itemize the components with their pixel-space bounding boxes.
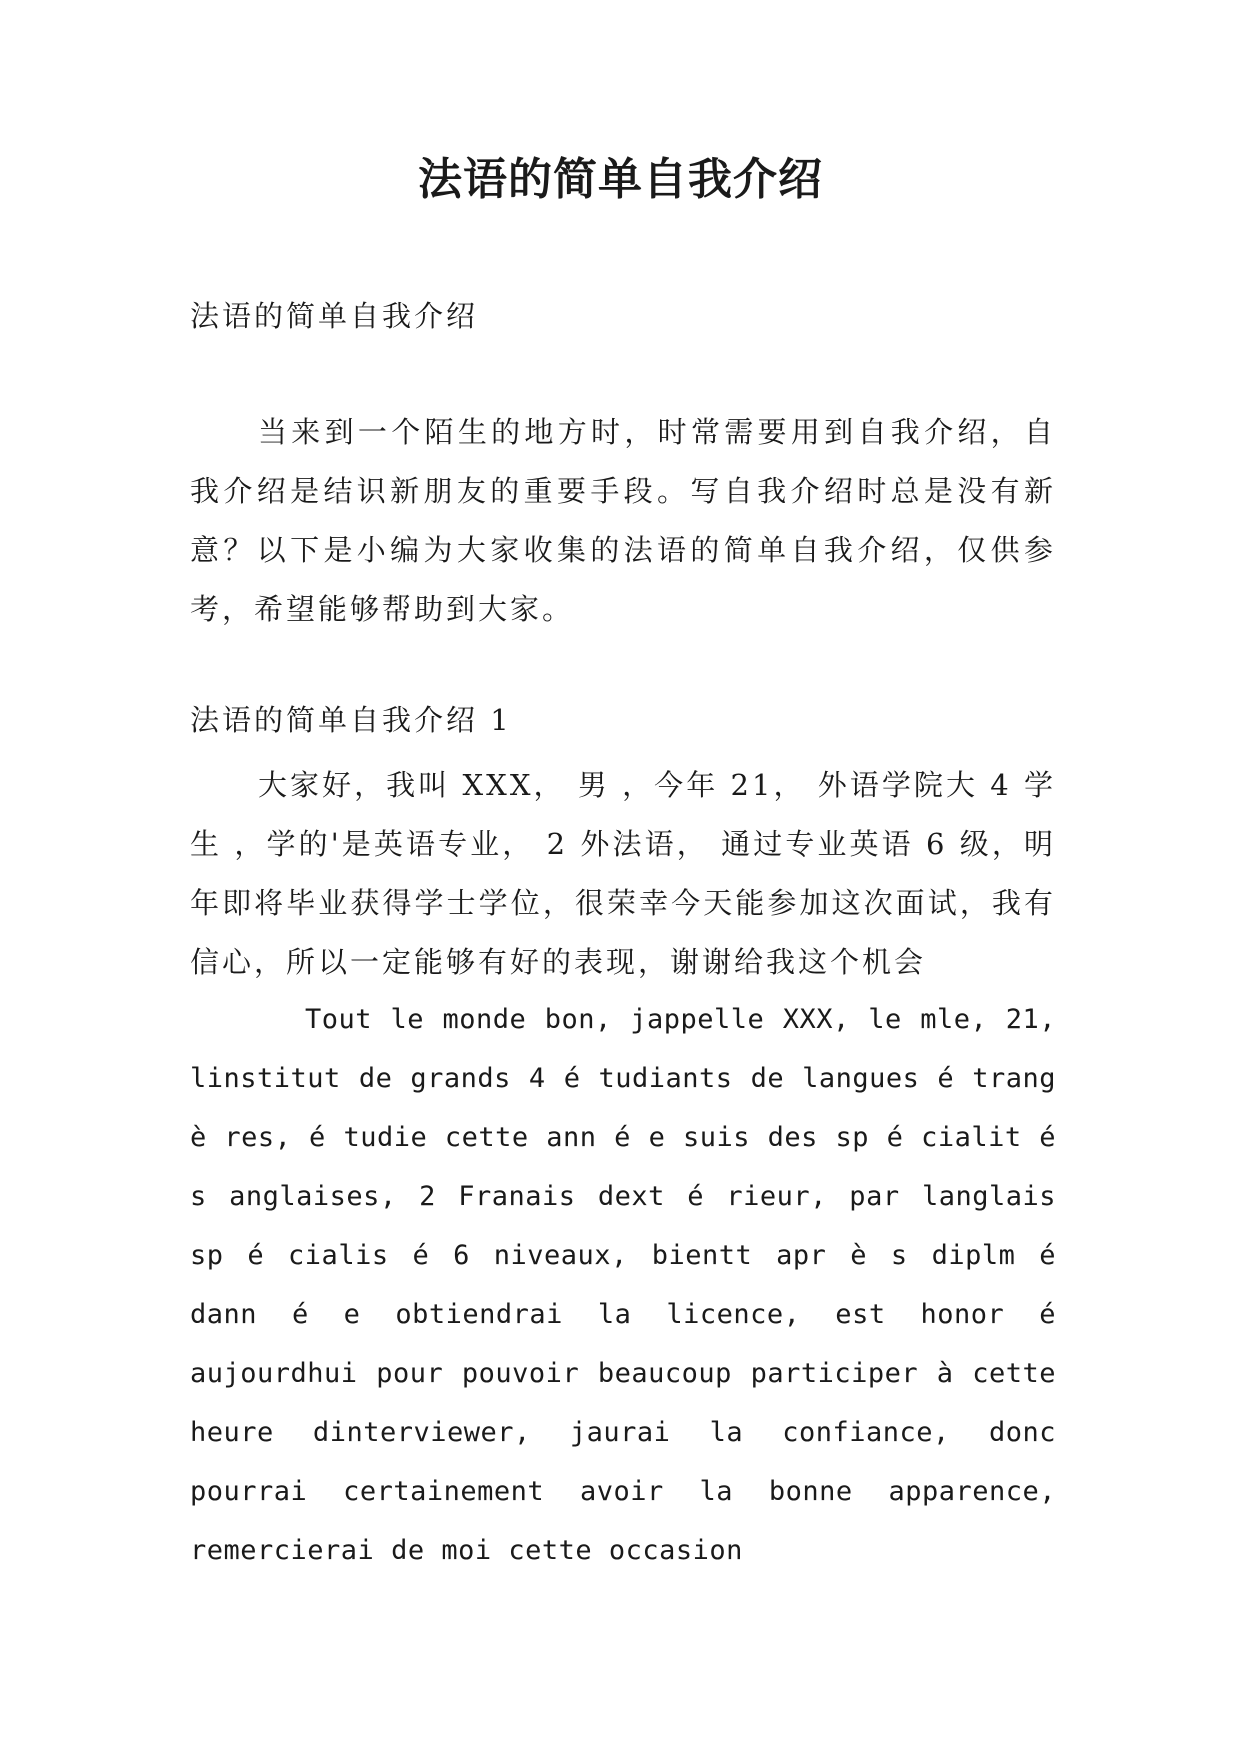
section-heading: 法语的简单自我介绍 1	[190, 703, 512, 737]
document-subtitle: 法语的简单自我介绍	[190, 299, 479, 333]
chinese-intro-text: 大家好，我叫 XXX， 男 ，今年 21， 外语学院大 4 学生 ，学的'是英语专业， 2 外法语， 通过专业英语 6 级，明年即将毕业获得学士学位，很荣幸今天能参加这次面试，我有信心，所以一定能够有好的表现，谢谢给我这个机会	[190, 768, 1056, 979]
document-title: 法语的简单自我介绍	[418, 154, 823, 205]
french-intro-text: Tout le monde bon, jappelle XXX, le mle, 21, linstitut de grands 4 é tudiants de langues é trang è res, é tudie cette ann é e suis des sp é cialit é s anglaises, 2 Franais dext é rieur, par langlais sp é cialis é 6 niveaux, bientt apr è s diplm é dann é e obtiendrai la licence, est honor é aujourdhui pour pouvoir beaucoup participer à cette heure dinterviewer, jaurai la confiance, donc pourrai certainement avoir la bonne apparence, remercierai de moi cette occasion	[190, 1004, 1056, 1566]
intro-paragraph: 当来到一个陌生的地方时，时常需要用到自我介绍，自我介绍是结识新朋友的重要手段。写自我介绍时总是没有新意？以下是小编为大家收集的法语的简单自我介绍，仅供参考，希望能够帮助到大家。	[190, 415, 1056, 626]
